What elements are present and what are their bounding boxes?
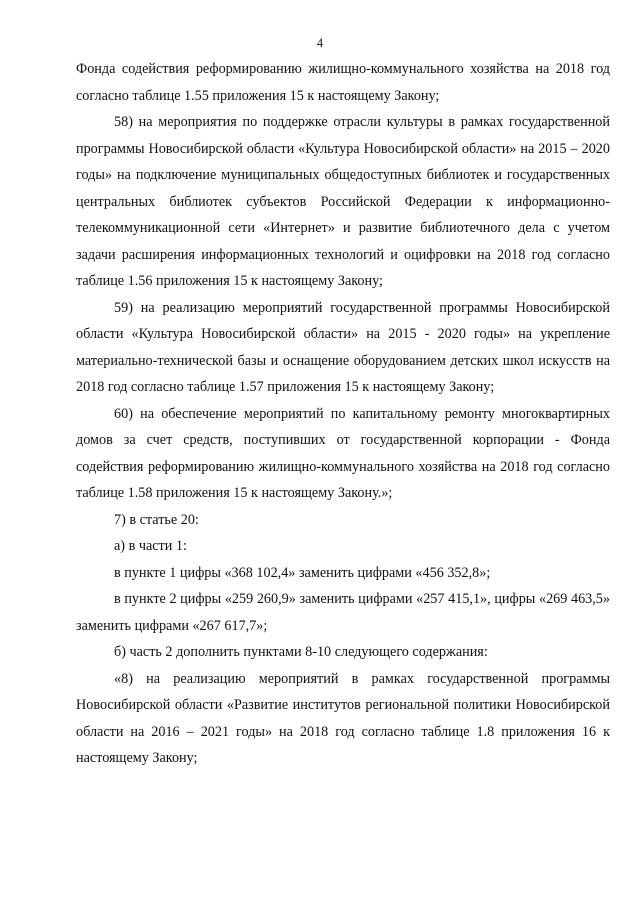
paragraph-part-2: б) часть 2 дополнить пунктами 8-10 следующего содержания: (114, 644, 488, 660)
paragraph-point-1: в пункте 1 цифры «368 102,4» заменить цифрами «456 352,8»; (114, 564, 491, 581)
page-number: 4 (316, 36, 324, 50)
paragraph-item-58: 58) на мероприятия по поддержке отрасли культуры в рамках государственной программы Новосибирской области «Культура Новосибирской области» на 2015 – 2020 годы» на подключение муниципальных общедоступных библиотек и государственных центральных библиотек субъектов Российской Федерации к информационно-телекоммуникационной сети «Интернет» и развитие библиотечного дела с учетом задачи расширения информационных технологий и оцифровки на 2018 год согласно таблице 1.56 приложения 15 к настоящему Закону; (76, 114, 610, 289)
paragraph-item-60: 60) на обеспечение мероприятий по капитальному ремонту многоквартирных домов за счет средств, поступивших от государственной корпорации - Фонда содействия реформированию жилищно-коммунального хозяйства на 2018 год согласно таблице 1.58 приложения 15 к настоящему Закону.»; (76, 405, 610, 501)
paragraph-item-8: «8) на реализацию мероприятий в рамках государственной программы Новосибирской области «Развитие институтов региональной политики Новосибирской области на 2016 – 2021 годы» на 2018 год согласно таблице 1.8 приложения 16 к настоящему Закону; (76, 670, 610, 766)
paragraph-article-20: 7) в статье 20: (114, 511, 199, 528)
paragraph-item-59: 59) на реализацию мероприятий государственной программы Новосибирской области «Культура Новосибирской области» на 2015 - 2020 годы» на укрепление материально-технической базы и оснащение оборудованием детских школ искусств на 2018 год согласно таблице 1.57 приложения 15 к настоящему Закону; (76, 299, 610, 395)
document-body (76, 56, 610, 772)
paragraph-part-1: а) в части 1: (114, 538, 187, 554)
paragraph-point-2: в пункте 2 цифры «259 260,9» заменить цифрами «257 415,1», цифры «269 463,5» заменить цифрами «267 617,7»; (76, 591, 610, 634)
paragraph-continuation: Фонда содействия реформированию жилищно-коммунального хозяйства на 2018 год согласно таблице 1.55 приложения 15 к настоящему Закону; (76, 61, 610, 104)
